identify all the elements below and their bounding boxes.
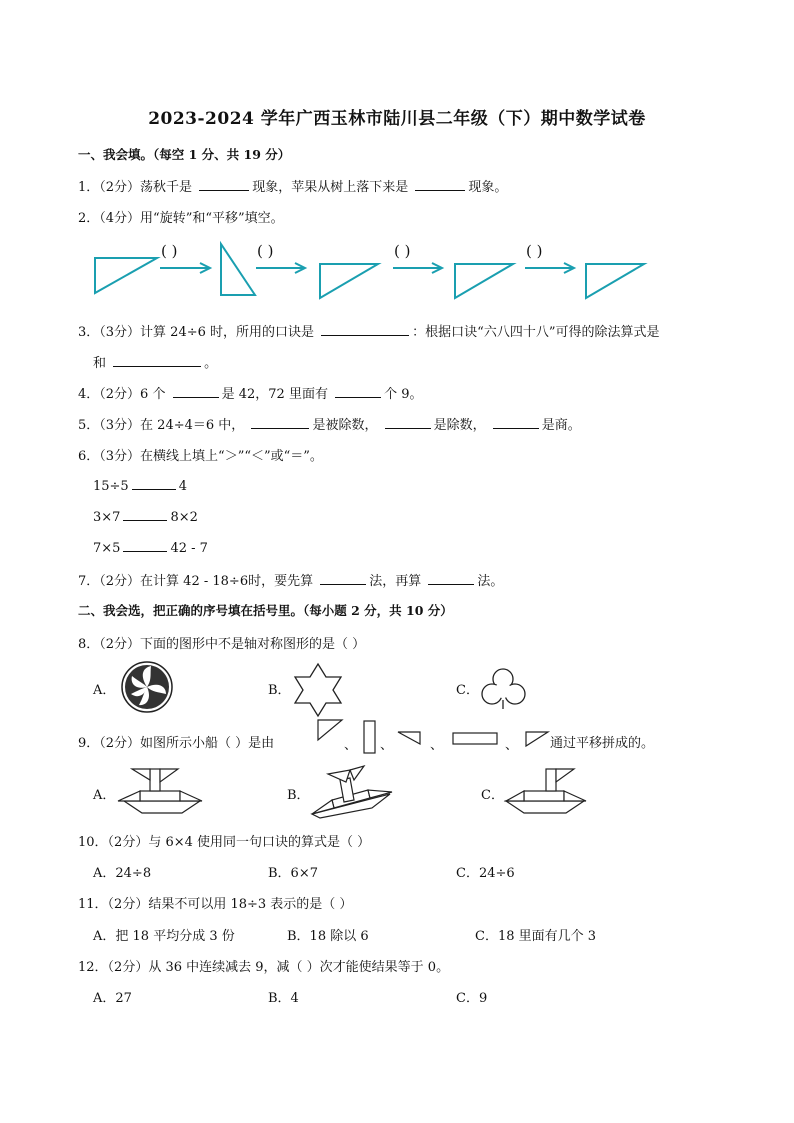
question-number: 11．（2分） — [78, 897, 149, 912]
compare-row: 15÷5 4 — [93, 479, 187, 494]
question-text: ：根据口诀“六八四十八”可得的除法算式是 — [412, 325, 660, 340]
question-text: 6 个 — [140, 387, 166, 402]
option-c[interactable]: C．9 — [456, 991, 488, 1006]
question-text: 与 6×4 使用同一句口诀的算式是（ ） — [148, 835, 371, 850]
question-text: 结果不可以用 18÷3 表示的是（ ） — [148, 897, 353, 912]
option-c[interactable]: C． — [481, 788, 504, 803]
question-text: 是商。 — [541, 418, 581, 433]
question-text: 从 36 中连续减去 9，减（ ）次才能使结果等于 0。 — [148, 960, 450, 975]
separator: 、 — [430, 738, 444, 753]
option-c[interactable]: C．18 里面有几个 3 — [475, 929, 597, 944]
answer-paren-2[interactable]: ( ) — [257, 242, 274, 260]
question-text: 。 — [204, 356, 218, 371]
question-11 — [78, 893, 352, 912]
question-text: 是除数， — [433, 418, 486, 433]
option-a[interactable]: A． — [93, 788, 116, 803]
question-text: 在 24÷4＝6 中， — [140, 418, 245, 433]
question-number: 10．（2分） — [78, 835, 149, 850]
compare-row: 3×7 8×2 — [93, 510, 198, 525]
separator: 、 — [344, 738, 358, 753]
question-number: 12．（2分） — [78, 960, 149, 975]
option-b[interactable]: B．6×7 — [268, 866, 318, 881]
section-1-heading: 一、我会填。（每空 1 分、共 19 分） — [78, 147, 291, 162]
option-a[interactable]: A． — [93, 683, 116, 698]
boat-a-icon — [118, 769, 202, 813]
option-b[interactable]: B．18 除以 6 — [287, 929, 369, 944]
question-text: 是被除数， — [312, 418, 378, 433]
question-text: 通过平移拼成的。 — [550, 736, 655, 751]
option-a[interactable]: A．24÷8 — [93, 866, 152, 881]
separator: 、 — [505, 738, 519, 753]
question-number: 3．（3分） — [78, 325, 141, 340]
answer-paren-4[interactable]: ( ) — [526, 242, 543, 260]
option-a[interactable]: A．把 18 平均分成 3 份 — [93, 929, 235, 944]
boat-b-icon — [312, 766, 392, 818]
question-text: 如图所示小船（ ）是由 — [140, 736, 275, 751]
question-text: 荡秋千是 — [140, 180, 193, 195]
question-number: 6．（3分） — [78, 449, 141, 464]
boat-c-icon — [506, 769, 586, 813]
question-text: 个 9。 — [384, 387, 423, 402]
question-number: 5．（3分） — [78, 418, 141, 433]
question-number: 2．（4分） — [78, 211, 141, 226]
question-number: 1．（2分） — [78, 180, 141, 195]
question-text: 法。 — [477, 574, 504, 589]
option-c[interactable]: C．24÷6 — [456, 866, 515, 881]
question-number: 8．（2分） — [78, 637, 141, 652]
question-number: 4．（2分） — [78, 387, 141, 402]
question-text: 用“旋转”和“平移”填空。 — [140, 211, 284, 226]
question-text: 和 — [93, 356, 107, 371]
question-text: 是 42，72 里面有 — [221, 387, 328, 402]
question-text: 在横线上填上“＞”“＜”或“＝”。 — [140, 449, 323, 464]
question-text: 在计算 42 - 18÷6时，要先算 — [140, 574, 314, 589]
option-b[interactable]: B．4 — [268, 991, 299, 1006]
question-text: 现象。 — [468, 180, 508, 195]
question-number: 9．（2分） — [78, 736, 141, 751]
question-12 — [78, 956, 449, 975]
option-c[interactable]: C． — [456, 683, 479, 698]
page-title: 2023-2024 学年广西玉林市陆川县二年级（下）期中数学试卷 — [148, 109, 646, 129]
question-10 — [78, 831, 370, 850]
option-a[interactable]: A．27 — [93, 991, 132, 1006]
answer-paren-3[interactable]: ( ) — [394, 242, 411, 260]
question-text: 下面的图形中不是轴对称图形的是（ ） — [140, 637, 366, 652]
question-text: 计算 24÷6 时，所用的口诀是 — [140, 325, 315, 340]
section-2-heading: 二、我会选，把正确的序号填在括号里。（每小题 2 分，共 10 分） — [78, 603, 453, 618]
question-text: 法，再算 — [369, 574, 422, 589]
separator: 、 — [380, 738, 394, 753]
question-number: 7．（2分） — [78, 574, 141, 589]
compare-row: 7×5 42 - 7 — [93, 541, 208, 556]
question-text: 现象，苹果从树上落下来是 — [252, 180, 409, 195]
answer-paren-1[interactable]: ( ) — [161, 242, 178, 260]
option-b[interactable]: B． — [287, 788, 310, 803]
option-b[interactable]: B． — [268, 683, 291, 698]
